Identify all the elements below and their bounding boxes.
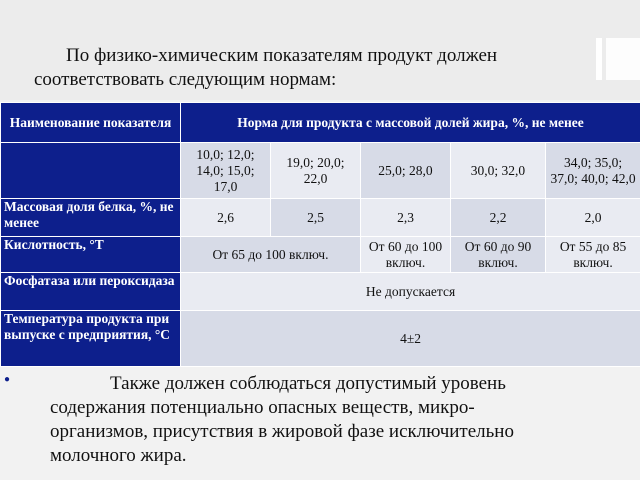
protein-label: Массовая доля белка, %, не менее xyxy=(1,199,181,237)
fat-group-cell: 25,0; 28,0 xyxy=(361,143,451,199)
protein-value: 2,3 xyxy=(361,199,451,237)
protein-value: 2,0 xyxy=(546,199,640,237)
phosphatase-value: Не допускается xyxy=(181,273,640,311)
requirements-line-1: Также должен соблюдаться допустимый уровень xyxy=(110,373,506,394)
intro-text xyxy=(34,44,594,92)
fat-group-cell: 10,0; 12,0; 14,0; 15,0; 17,0 xyxy=(181,143,271,199)
fat-group-cell: 19,0; 20,0; 22,0 xyxy=(271,143,361,199)
temperature-label: Температура продукта при выпуске с предприятия, °С xyxy=(1,311,181,367)
acidity-value: От 65 до 100 включ. xyxy=(181,237,361,273)
norm-header: Норма для продукта с массовой долей жира, %, не менее xyxy=(181,103,640,143)
temperature-value: 4±2 xyxy=(181,311,640,367)
fat-group-cell: 34,0; 35,0; 37,0; 40,0; 42,0 xyxy=(546,143,640,199)
decoration-bar xyxy=(596,38,602,80)
phosphatase-label: Фосфатаза или пероксидаза xyxy=(1,273,181,311)
phosphatase-row xyxy=(1,273,640,311)
intro-line-1: По физико-химическим показателям продукт должен xyxy=(66,45,498,66)
decoration-block xyxy=(606,38,640,80)
protein-value: 2,5 xyxy=(271,199,361,237)
empty-label-cell xyxy=(1,143,181,199)
bullet-marker: ● xyxy=(4,374,11,385)
acidity-value: От 60 до 100 включ. xyxy=(361,237,451,273)
indicator-header: Наименование показателя xyxy=(1,103,181,143)
acidity-value: От 55 до 85 включ. xyxy=(546,237,640,273)
requirements-line-2: содержания потенциально опасных веществ, микро- xyxy=(50,397,475,418)
protein-row xyxy=(1,199,640,237)
requirements-line-3: организмов, присутствия в жировой фазе исключительно xyxy=(50,421,514,442)
corner-decoration xyxy=(592,38,640,80)
protein-value: 2,6 xyxy=(181,199,271,237)
requirements-text xyxy=(50,372,580,468)
acidity-value: От 60 до 90 включ. xyxy=(451,237,546,273)
acidity-row xyxy=(1,237,640,273)
acidity-label: Кислотность, °Т xyxy=(1,237,181,273)
norms-table xyxy=(0,102,640,367)
fat-group-cell: 30,0; 32,0 xyxy=(451,143,546,199)
requirements-line-4: молочного жира. xyxy=(50,445,187,466)
protein-value: 2,2 xyxy=(451,199,546,237)
table-header-row xyxy=(1,103,640,143)
intro-line-2: соответствовать следующим нормам: xyxy=(34,69,337,90)
temperature-row xyxy=(1,311,640,367)
fat-groups-row xyxy=(1,143,640,199)
